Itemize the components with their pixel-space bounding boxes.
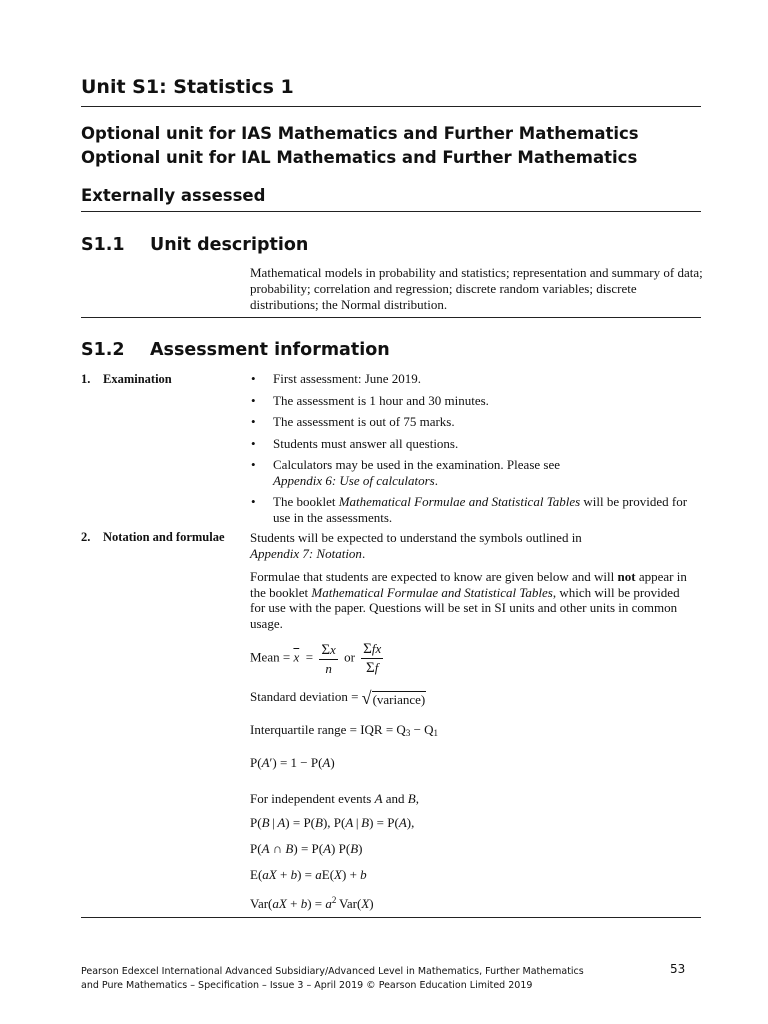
item-number: 1. [81, 372, 91, 386]
title-rule [81, 106, 701, 107]
paragraph-text: , which will be provided for use with the paper. Questions will be set in SI units and other units in common usage. [250, 584, 680, 631]
bullet-item: • First assessment: June 2019. [250, 371, 690, 387]
bottom-rule [81, 917, 701, 918]
bullet-text: Calculators may be used in the examination. Please see [273, 457, 560, 472]
formula-label: Standard deviation = [250, 689, 362, 704]
examination-label [81, 372, 172, 387]
item-label: Notation and formulae [103, 530, 225, 544]
formula-iqr: Interquartile range = IQR = $Q_3 - Q_1$ [250, 722, 439, 738]
formula-label: Mean = [250, 649, 294, 665]
bullet-text: will be provided for use in the assessments. [273, 494, 688, 525]
appendix-reference: Appendix 7: Notation [250, 545, 362, 561]
booklet-title: Mathematical Formulae and Statistical Tables [338, 494, 581, 509]
formula-mean: Mean = $\overline{x}$ = $\frac{\Sigma x}{n}$ or $\frac{\text{Σfx}}{\Sigma f}$ [250, 641, 382, 676]
formula-label: Interquartile range = IQR = Q [250, 722, 406, 737]
unit-description-text: Mathematical models in probability and statistics; representation and summary of data; probability; correlation and regression; discrete random variables; discrete distributions; the Normal distribution. [250, 265, 703, 312]
notation-label [81, 530, 225, 545]
formula-expectation: E(aX + b) = aE(X) + b [250, 867, 367, 882]
item-number: 2. [81, 530, 91, 544]
page-title: Unit S1: Statistics 1 [81, 76, 294, 98]
formula-variance: $Var(aX + b) = a^2$ Var(X) [250, 895, 374, 911]
square-root-sign: √ (variance) [361, 688, 426, 709]
radicand: (variance) [372, 692, 426, 708]
formulae-paragraph [250, 569, 690, 631]
notation-paragraph: Students will be expected to understand the symbols outlined in Appendix 7: Notation. [250, 530, 582, 561]
section-number: S1.2 [81, 340, 125, 360]
page [81, 0, 701, 1024]
independent-events-text: For independent events A and B, [250, 791, 419, 806]
fraction: $\frac{\Sigma x}{n}$ [321, 641, 336, 676]
subtitle-ias: Optional unit for IAS Mathematics and Further Mathematics [81, 124, 639, 143]
footer-line: Pearson Edexcel International Advanced Subsidiary/Advanced Level in Mathematics, Further Mathematics [81, 966, 584, 977]
section-title: Unit description [150, 235, 309, 255]
section-heading-unit-description [81, 235, 308, 255]
item-label: Examination [103, 372, 172, 386]
section-title: Assessment information [150, 340, 390, 360]
fraction: $\frac{\text{Σfx}}{\Sigma f}$ [363, 641, 382, 676]
bullet-item: • Calculators may be used in the examination. Please see Appendix 6: Use of calculators. [250, 457, 690, 488]
subtitle-ial: Optional unit for IAL Mathematics and Further Mathematics [81, 148, 638, 167]
bullet-item: • Students must answer all questions. [250, 436, 690, 452]
assessed-rule [81, 211, 701, 212]
page-footer [81, 965, 641, 993]
formula-conditional: P(B | A) = P(B), P(A | B) = P(A), [250, 815, 415, 830]
emphasis-not: not [617, 569, 636, 584]
formula-complement: P(A′) = 1 − P(A) [250, 755, 335, 770]
paragraph-text: appear in the booklet [250, 569, 687, 600]
booklet-title: Mathematical Formulae and Statistical Tables [311, 584, 553, 600]
formula-standard-deviation [250, 689, 690, 707]
formula-or: or [344, 649, 355, 665]
section-heading-assessment-information [81, 340, 390, 360]
description-rule [81, 317, 701, 318]
paragraph-text: Formulae that students are expected to know are given below and will [250, 569, 615, 584]
paragraph-text: Students will be expected to understand the symbols outlined in [250, 530, 582, 545]
bullet-text: The booklet [273, 494, 336, 509]
formula-label: For independent events [250, 791, 372, 806]
appendix-reference: Appendix 6: Use of calculators [273, 472, 435, 488]
section-number: S1.1 [81, 235, 125, 255]
bullet-item [250, 494, 690, 525]
examination-bullet-list [250, 371, 690, 531]
footer-line: and Pure Mathematics – Specification – Issue 3 – April 2019 © Pearson Education Limited 2019 [81, 980, 533, 991]
page-number: 53 [670, 962, 686, 976]
bullet-item: • The assessment is 1 hour and 30 minutes. [250, 393, 690, 409]
formula-intersection: P(A ∩ B) = P(A) P(B) [250, 841, 363, 856]
externally-assessed-heading: Externally assessed [81, 186, 266, 205]
bullet-item: • The assessment is out of 75 marks. [250, 414, 690, 430]
